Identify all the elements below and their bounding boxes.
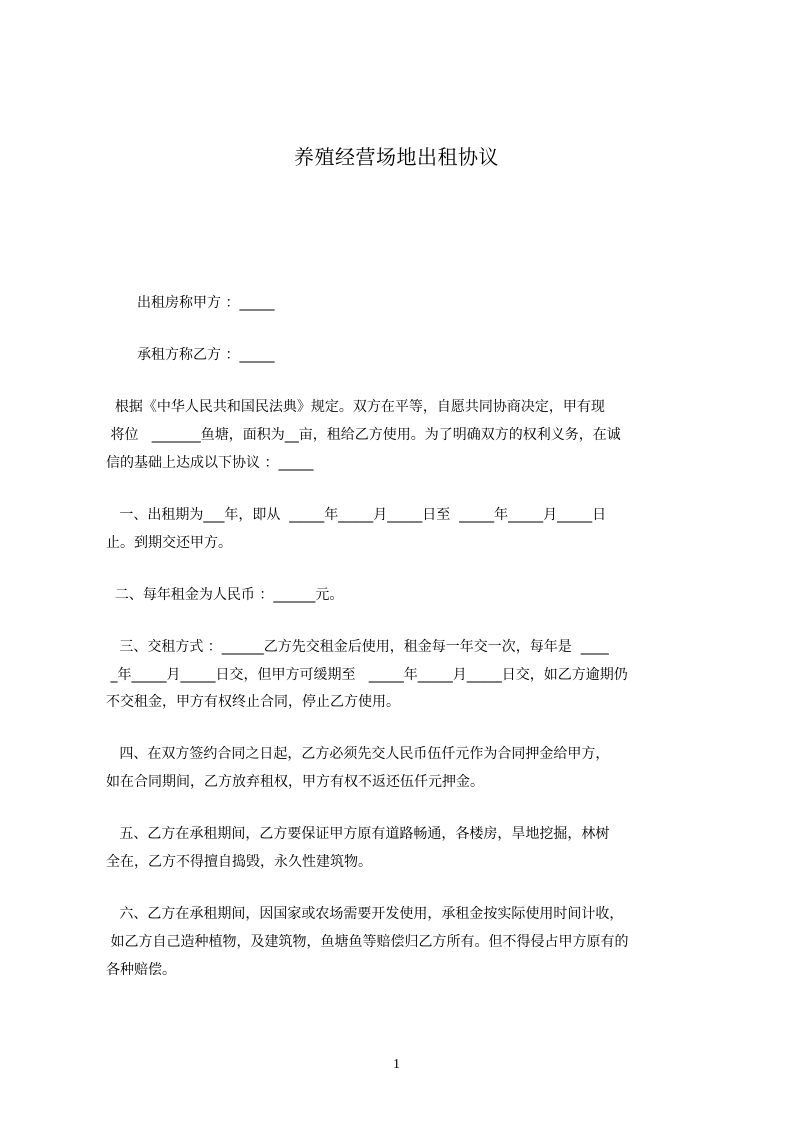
paragraph-line: 止。到期交还甲方。 bbox=[106, 535, 232, 551]
page-number: 1 bbox=[393, 1057, 400, 1072]
paragraph-line: 二、每年租金为人民币 ：______元。 bbox=[106, 587, 344, 603]
paragraph-line: 不交租金，甲方有权终止合同，停止乙方使用。 bbox=[106, 694, 400, 710]
party-a-line: 出租房称甲方 ：_____ bbox=[137, 295, 275, 311]
paragraph-line: 三、交租方式 ：______乙方先交租金后使用，租金每一年交一次，每年是 ____ bbox=[106, 639, 609, 655]
paragraph-line: 如在合同期间，乙方放弃租权，甲方有权不返还伍仟元押金。 bbox=[106, 774, 484, 790]
paragraph-line: 五、乙方在承租期间，乙方要保证甲方原有道路畅通，各楼房，旱地挖掘，林树 bbox=[106, 826, 610, 842]
paragraph-line: _年_____月_____日交，但甲方可缓期至 _____年_____月_____日交，如乙方逾期仍 bbox=[106, 667, 628, 683]
document-title: 养殖经营场地出租协议 bbox=[294, 145, 499, 169]
paragraph-line: 全在，乙方不得擅自捣毁，永久性建筑物。 bbox=[106, 854, 372, 870]
party-b-line: 承租方称乙方 ：_____ bbox=[137, 347, 275, 363]
paragraph-line: 六、乙方在承租期间，因国家或农场需要开发使用，承租金按实际使用时间计收， bbox=[106, 906, 624, 922]
paragraph-line: 如乙方自己造种植物，及建筑物，鱼塘鱼等赔偿归乙方所有。但不得侵占甲方原有的 bbox=[106, 934, 629, 950]
paragraph-line: 根据《中华人民共和国民法典》规定。双方在平等，自愿共同协商决定，甲有现 bbox=[106, 399, 605, 415]
paragraph-line: 各种赔偿。 bbox=[106, 962, 176, 978]
paragraph-line: 四、在双方签约合同之日起，乙方必须先交人民币伍仟元作为合同押金给甲方， bbox=[106, 746, 610, 762]
paragraph-line: 将位 _______鱼塘，面积为__亩，租给乙方使用。为了明确双方的权利义务，在诚 bbox=[106, 427, 621, 443]
paragraph-line: 信的基础上达成以下协议 ：_____ bbox=[106, 455, 314, 471]
paragraph-line: 一、出租期为___年，即从 _____年_____月_____日至 _____年_____月_____日 bbox=[106, 507, 607, 523]
